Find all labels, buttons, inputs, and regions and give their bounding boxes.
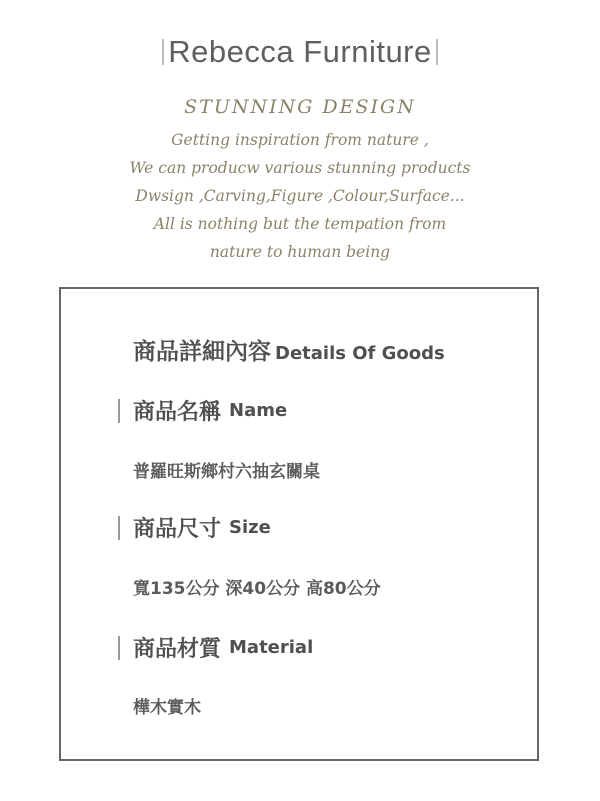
intro-text	[0, 126, 600, 266]
section-divider	[118, 516, 120, 540]
brand-title	[0, 30, 600, 74]
intro-line: All is nothing but the tempation from	[153, 215, 447, 233]
brand-left-divider	[162, 39, 164, 65]
section-divider	[118, 636, 120, 660]
details-title-zh: 商品詳細內容	[133, 339, 271, 365]
section-divider	[118, 399, 120, 423]
size-heading-zh: 商品尺寸	[133, 517, 222, 542]
intro-line: We can producw various stunning products	[129, 159, 471, 177]
size-heading-en: Size	[229, 517, 271, 538]
intro-line: Dwsign ,Carving,Figure ,Colour,Surface...	[135, 187, 465, 205]
brand-right-divider	[436, 39, 438, 65]
brand-name: Rebecca Furniture	[168, 34, 432, 69]
product-name-value: 普羅旺斯鄉村六抽玄關桌	[133, 462, 320, 482]
material-heading-zh: 商品材質	[133, 637, 222, 662]
tagline: STUNNING DESIGN	[184, 96, 416, 118]
details-title	[133, 333, 445, 366]
details-title-en: Details Of Goods	[275, 343, 445, 364]
intro-line: Getting inspiration from nature ,	[171, 131, 429, 149]
size-heading	[118, 512, 271, 543]
material-heading-en: Material	[229, 637, 314, 658]
name-heading-zh: 商品名稱	[133, 400, 222, 425]
name-heading	[118, 395, 287, 426]
intro-line: nature to human being	[209, 243, 391, 261]
product-size-value: 寬135公分 深40公分 高80公分	[133, 579, 381, 599]
name-heading-en: Name	[229, 400, 288, 421]
product-material-value: 樺木實木	[133, 698, 201, 718]
material-heading	[118, 632, 313, 663]
